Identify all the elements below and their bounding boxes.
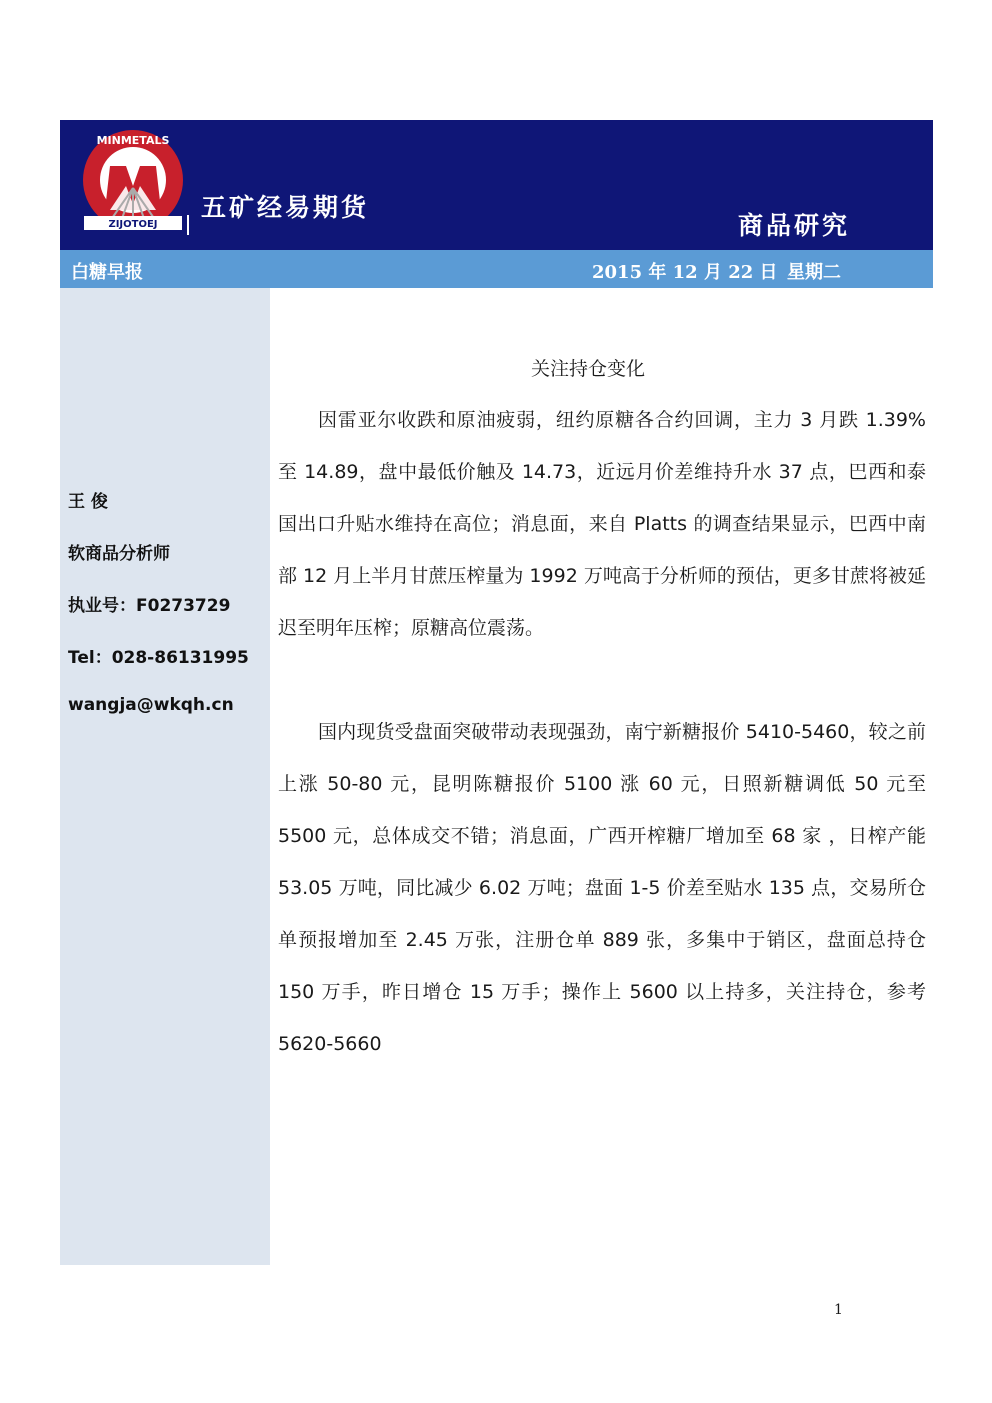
analyst-title: 软商品分析师 (68, 544, 170, 564)
report-type: 白糖早报 (71, 262, 143, 283)
minmetals-logo (78, 128, 188, 238)
article-title: 关注持仓变化 (530, 358, 645, 380)
logo-text: MINMETALS (96, 134, 170, 147)
analyst-email[interactable]: wangja@wkqh.cn (68, 695, 234, 715)
report-date: 2015 年 12 月 22 日 (592, 262, 778, 283)
paragraph-2: 国内现货受盘面突破带动表现强劲，南宁新糖报价 5410-5460，较之前上涨 50-80 元，昆明陈糖报价 5100 涨 60 元，日照新糖调低 50 元至 5500 元，总体成交不错；消息面，广西开榨糖厂增加至 68 家 ，日榨产能 53.05 万吨，同比减少 6.02 万吨；盘面 1-5 价差至贴水 135 点，交易所仓单预报增加至 2.45 万张，注册仓单 889 张，多集中于销区，盘面总持仓 150 万手，昨日增仓 15 万手；操作上 5600 以上持多，关注持仓，参考 5620-5660 (278, 721, 926, 1055)
logo-separator (187, 215, 189, 235)
analyst-sidebar (60, 288, 270, 1265)
analyst-license: 执业号：F0273729 (68, 596, 231, 616)
paragraph-1: 因雷亚尔收跌和原油疲弱，纽约原糖各合约回调，主力 3 月跌 1.39% 至 14.89，盘中最低价触及 14.73，近远月价差维持升水 37 点，巴西和泰国出口升贴水维持在高位；消息面，来自 Platts 的调查结果显示，巴西中南部 12 月上半月甘蔗压榨量为 1992 万吨高于分析师的预估，更多甘蔗将被延迟至明年压榨；原糖高位震荡。 (278, 409, 926, 639)
report-subbar (60, 250, 933, 288)
analyst-name: 王 俊 (68, 492, 108, 512)
header-banner (60, 120, 933, 250)
report-weekday: 星期二 (787, 262, 841, 283)
analyst-tel: Tel：028-86131995 (68, 648, 249, 668)
page-number: 1 (834, 1302, 843, 1318)
logo-sub-text: ZIJOTOEJ (108, 219, 158, 230)
company-name: 五矿经易期货 (201, 193, 370, 222)
section-title: 商品研究 (738, 211, 851, 240)
